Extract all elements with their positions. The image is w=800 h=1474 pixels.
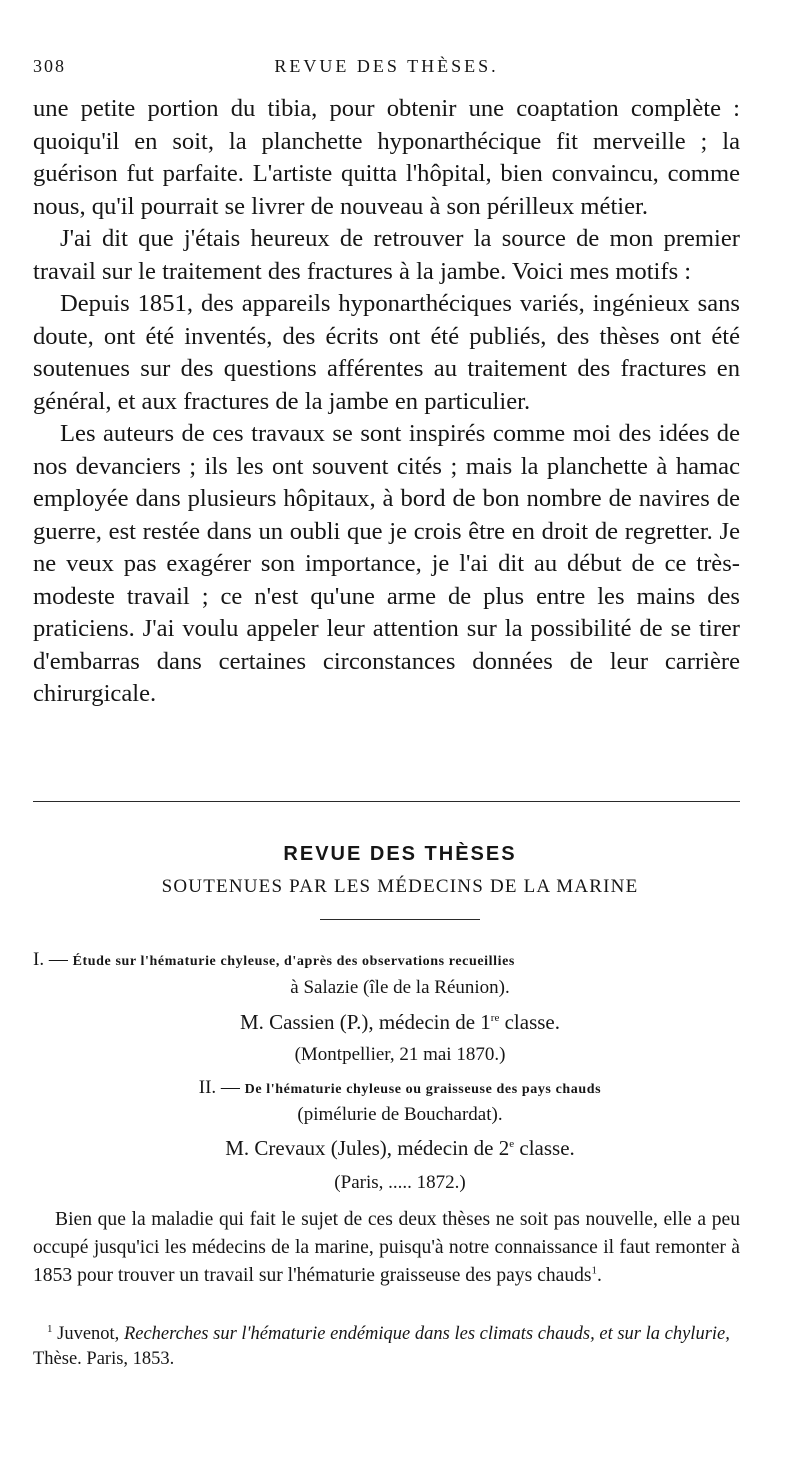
footnote: $^1$ Juvenot, Recherches sur l'hématurie endémique dans les climats chauds, et sur la chylurie, Thèse. Paris, 1853. (33, 1322, 730, 1369)
entry-2-title (60, 1077, 740, 1099)
running-head (33, 56, 740, 84)
entry-2-title-line2: (pimélurie de Bouchardat). (297, 1104, 503, 1125)
footnote-title: Recherches sur l'hématurie endémique dans les climats chauds, et sur la chylurie, (123, 1324, 730, 1344)
paragraph-motives-intro: J'ai dit que j'étais heureux de retrouver la source de mon premier travail sur le traitement des fractures à la jambe. Voici mes motifs : (33, 225, 740, 285)
entry-1-title (33, 949, 740, 971)
entry-1-place: (Montpellier, 21 mai 1870.) (294, 1044, 506, 1065)
paragraph-since-1851: Depuis 1851, des appareils hyponarthéciques variés, ingénieux sans doute, ont été inventés, des écrits ont été publiés, des thèses ont été soutenues sur des questions afférentes au traitement des fractures en général, et aux fractures de la jambe en particulier. (33, 290, 740, 415)
entry-1-author: M. Cassien (P.), médecin de 1re classe. (240, 1010, 560, 1034)
entry-2-author: M. Crevaux (Jules), médecin de 2e classe. (225, 1136, 575, 1160)
footnote-marker: 1 (47, 1322, 53, 1335)
body-text (33, 93, 740, 711)
entry-2-number: II. — (198, 1077, 240, 1098)
section-title: REVUE DES THÈSES (283, 843, 517, 865)
review-paragraph: Bien que la maladie qui fait le sujet de ces deux thèses ne soit pas nouvelle, elle a peu occupé jusqu'ici les médecins de la marine, puisqu'à notre connaissance il faut remonter à 1853 pour trouver un travail sur l'hématurie graisseuse des pays chauds$^1$. (33, 1209, 740, 1286)
short-divider (320, 919, 480, 920)
entry-1-title-line1: Étude sur l'hématurie chyleuse, d'après des observations recueillies (72, 954, 515, 969)
section-subtitle: SOUTENUES PAR LES MÉDECINS DE LA MARINE (161, 876, 639, 897)
section-divider (33, 801, 740, 802)
entry-2-title-line1: De l'hématurie chyleuse ou graisseuse des pays chauds (244, 1082, 602, 1097)
entry-2-place: (Paris, ..... 1872.) (334, 1172, 466, 1193)
page-number: 308 (33, 56, 66, 76)
entry-1-number: I. — (33, 949, 68, 970)
footnote-ref: 1 (591, 1264, 598, 1277)
entry-1-title-line2: à Salazie (île de la Réunion). (290, 977, 510, 998)
paragraph-continuation: une petite portion du tibia, pour obtenir une coaptation complète : quoiqu'il en soit, la planchette hyponarthécique fit merveille ; la guérison fut parfaite. L'artiste quitta l'hôpital, bien convaincu, comme nous, qu'il pourrait se livrer de nouveau à son périlleux métier. (33, 95, 740, 220)
running-title: REVUE DES THÈSES. (274, 56, 499, 76)
paragraph-authors: Les auteurs de ces travaux se sont inspirés comme moi des idées de nos devanciers ; ils les ont souvent cités ; mais la planchette à hamac employée dans plusieurs hôpitaux, à bord de bon nombre de navires de guerre, est restée dans un oubli que je crois être en droit de regretter. Je ne veux pas exagérer son importance, je l'ai dit au début de ce très-modeste travail ; ce n'est qu'une arme de plus entre les mains des praticiens. J'ai voulu appeler leur attention sur la possibilité de se tirer d'embarras dans certaines circonstances données de leur carrière chirurgicale. (33, 420, 740, 707)
